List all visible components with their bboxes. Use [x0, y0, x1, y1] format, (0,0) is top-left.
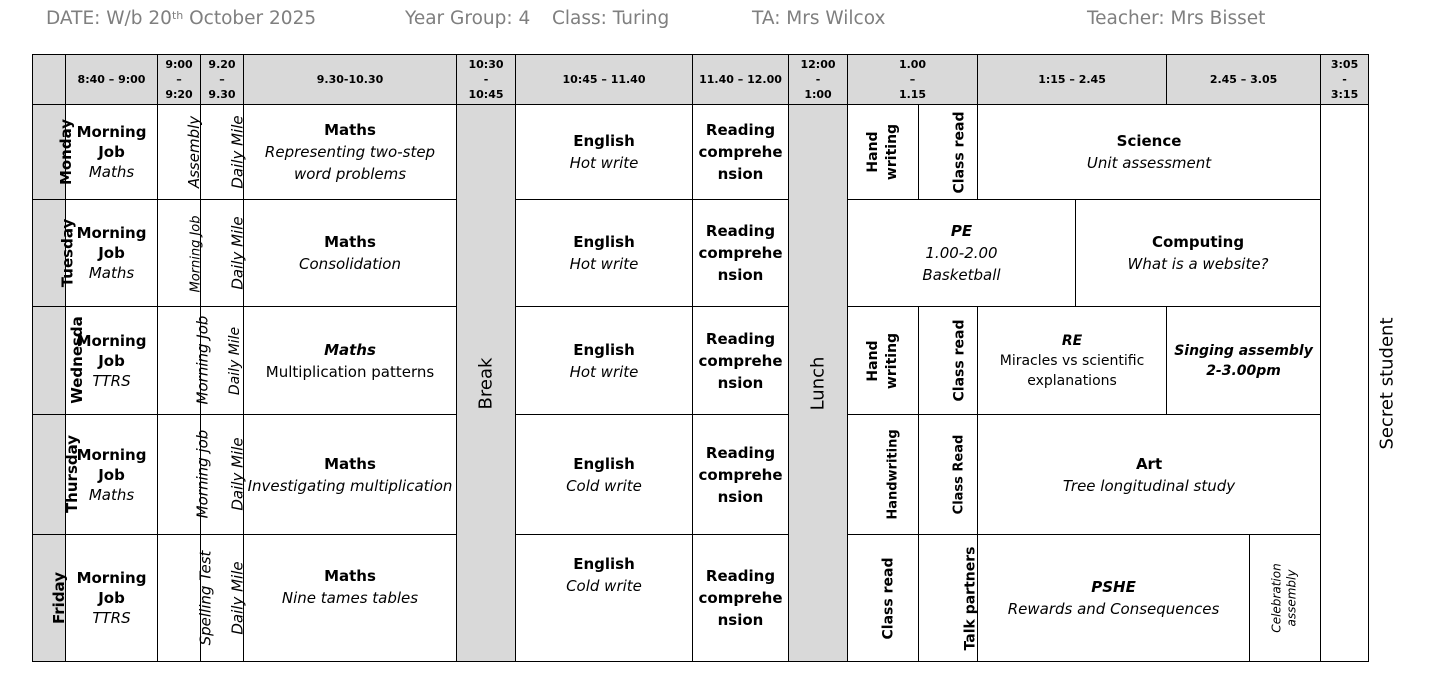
header-year-group: Year Group: 4: [405, 8, 531, 29]
maths-cell: Maths Investigating multiplication: [244, 415, 457, 535]
row-friday: [33, 535, 1369, 662]
timetable: [32, 54, 1398, 662]
time-slot: 1.00 – 1.15: [848, 55, 978, 105]
english-cell: English Hot write: [516, 307, 693, 415]
english-cell: English Cold write: [516, 535, 693, 662]
reading-cell: Reading comprehe nsion: [693, 307, 789, 415]
spelling-test-cell: Spelling Test: [158, 535, 201, 662]
reading-cell: Reading comprehe nsion: [693, 415, 789, 535]
secret-student-column: Secret student: [1321, 105, 1369, 662]
time-header-row: [33, 55, 1369, 105]
pshe-cell: PSHE Rewards and Consequences: [978, 535, 1250, 662]
time-slot: 10:45 – 11.40: [516, 55, 693, 105]
lunch-column: Lunch: [789, 105, 848, 662]
daily-mile-cell: Daily Mile: [201, 535, 244, 662]
header-ta: TA: Mrs Wilcox: [752, 8, 886, 29]
time-slot: 8:40 – 9:00: [66, 55, 158, 105]
celebration-assembly-cell: Celebration assembly: [1250, 535, 1321, 662]
corner-cell: [33, 55, 66, 105]
reading-cell: Reading comprehe nsion: [693, 105, 789, 200]
maths-cell: Maths Representing two-step word problems: [244, 105, 457, 200]
english-cell: English Cold write: [516, 415, 693, 535]
break-column: Break: [457, 105, 516, 662]
class-read-cell: Class read: [848, 535, 919, 662]
header-date: DATE: W/b 20th October 2025: [46, 8, 317, 29]
art-cell: Art Tree longitudinal study: [978, 415, 1321, 535]
row-thursday: [33, 415, 1369, 535]
maths-cell: Maths Consolidation: [244, 200, 457, 307]
daily-mile-cell: Daily Mile: [201, 200, 244, 307]
time-slot: 12:00 - 1:00: [789, 55, 848, 105]
english-cell: English Hot write: [516, 200, 693, 307]
morning-job-cell: Morning Job Maths: [66, 415, 158, 535]
row-tuesday: [33, 200, 1369, 307]
english-cell: English Hot write: [516, 105, 693, 200]
row-wednesday: [33, 307, 1369, 415]
daily-mile-cell: Daily Mile: [201, 105, 244, 200]
reading-cell: Reading comprehe nsion: [693, 535, 789, 662]
science-cell: Science Unit assessment: [978, 105, 1321, 200]
time-slot: 9:00 – 9:20: [158, 55, 201, 105]
maths-cell: Maths Nine tames tables: [244, 535, 457, 662]
time-slot: 9.20 – 9.30: [201, 55, 244, 105]
day-label: Friday: [33, 535, 66, 662]
morning-job-vertical-cell: Morning Job: [158, 307, 201, 415]
handwriting-cell: Hand writing: [848, 307, 919, 415]
header-class: Class: Turing: [552, 8, 670, 29]
class-read-cell: Class read: [919, 307, 978, 415]
time-slot: 2.45 – 3.05: [1167, 55, 1321, 105]
class-read-cell: Class Read: [919, 415, 978, 535]
morning-job-vertical-cell: Morning job: [158, 415, 201, 535]
handwriting-cell: Hand writing: [848, 105, 919, 200]
time-slot: 3:05 - 3:15: [1321, 55, 1369, 105]
row-monday: [33, 105, 1369, 200]
pe-cell: PE 1.00-2.00 Basketball: [848, 200, 1076, 307]
computing-cell: Computing What is a website?: [1076, 200, 1321, 307]
day-label: Thursday: [33, 415, 66, 535]
day-label: Monday: [33, 105, 66, 200]
morning-job-cell: Morning Job Maths: [66, 200, 158, 307]
daily-mile-cell: Daily Mile: [201, 307, 244, 415]
day-label: Wednesda: [33, 307, 66, 415]
daily-mile-cell: Daily Mile: [201, 415, 244, 535]
talk-partners-cell: Talk partners: [919, 535, 978, 662]
morning-job-vertical-cell: Morning Job: [158, 200, 201, 307]
maths-cell: Maths Multiplication patterns: [244, 307, 457, 415]
singing-assembly-cell: Singing assembly 2-3.00pm: [1167, 307, 1321, 415]
time-slot: 11.40 – 12.00: [693, 55, 789, 105]
time-slot: 10:30 - 10:45: [457, 55, 516, 105]
re-cell: RE Miracles vs scientific explanations: [978, 307, 1167, 415]
time-slot: 1:15 – 2.45: [978, 55, 1167, 105]
header-teacher: Teacher: Mrs Bisset: [1087, 8, 1266, 29]
morning-job-cell: Morning Job TTRS: [66, 535, 158, 662]
time-slot: 9.30-10.30: [244, 55, 457, 105]
morning-job-cell: Morning Job Maths: [66, 105, 158, 200]
reading-cell: Reading comprehe nsion: [693, 200, 789, 307]
day-label: Tuesday: [33, 200, 66, 307]
assembly-cell: Assembly: [158, 105, 201, 200]
morning-job-cell: Morning Job TTRS: [66, 307, 158, 415]
handwriting-cell: Handwriting: [848, 415, 919, 535]
class-read-cell: Class read: [919, 105, 978, 200]
